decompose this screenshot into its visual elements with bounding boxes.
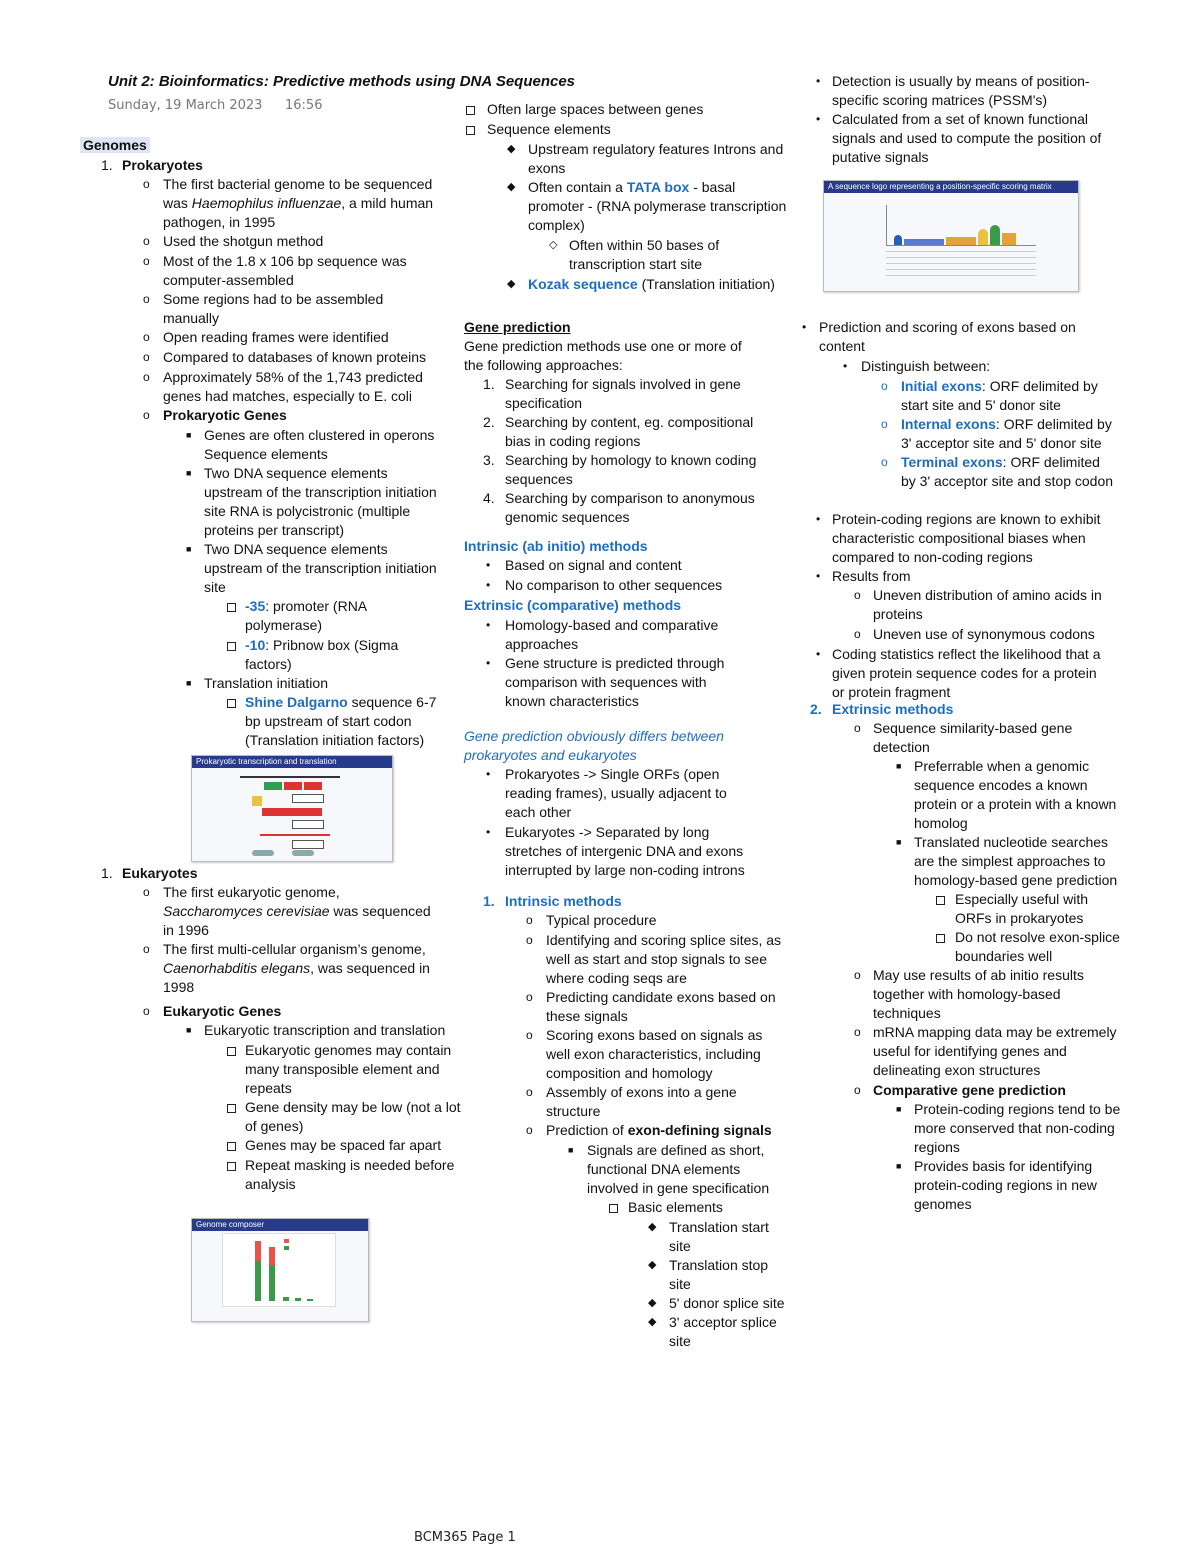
- square-bullet-icon: ■: [186, 430, 192, 440]
- list-number: 3.: [483, 452, 495, 468]
- bullet-icon: •: [802, 320, 807, 334]
- checkbox-bullet-icon: [609, 1204, 618, 1213]
- diamond-bullet-icon: ◆: [507, 143, 516, 155]
- circle-bullet-icon: o: [854, 1083, 861, 1097]
- square-bullet-icon: ■: [896, 761, 902, 771]
- text-line: functional DNA elements: [587, 1161, 741, 1177]
- text-line: Two DNA sequence elements: [204, 541, 388, 557]
- text-line: Uneven use of synonymous codons: [873, 626, 1095, 642]
- text-line: Genes may be spaced far apart: [245, 1137, 442, 1153]
- text-line: regions: [914, 1139, 960, 1155]
- text-line: Sequence similarity-based gene: [873, 720, 1073, 736]
- text-line: site: [669, 1276, 691, 1292]
- text-line: Prokaryotes -> Single ORFs (open: [505, 766, 720, 782]
- circle-bullet-icon: o: [143, 254, 150, 268]
- list-number: 2.: [483, 414, 495, 430]
- text-line: sequence encodes a known: [914, 777, 1088, 793]
- text-line: specification: [505, 395, 583, 411]
- checkbox-bullet-icon: [227, 1162, 236, 1171]
- text-line: upstream of the transcription initiation: [204, 484, 437, 500]
- text-line: signals and used to compute the position of: [832, 130, 1102, 146]
- text-line: Preferrable when a genomic: [914, 758, 1090, 774]
- text-line: bias in coding regions: [505, 433, 641, 449]
- checkbox-bullet-icon: [227, 642, 236, 651]
- text-line: are the simplest approaches to: [914, 853, 1106, 869]
- text-line: Gene structure is predicted through: [505, 655, 725, 671]
- text-line: factors): [245, 656, 292, 672]
- text-line: known characteristics: [505, 693, 639, 709]
- text-line: repeats: [245, 1080, 292, 1096]
- circle-bullet-icon: o: [526, 1123, 533, 1137]
- text-line: sequences: [505, 471, 573, 487]
- circle-bullet-icon: o: [854, 968, 861, 982]
- text-line: Gene density may be low (not a lot: [245, 1099, 461, 1115]
- square-bullet-icon: ■: [186, 468, 192, 478]
- text-line: Eukaryotic genomes may contain: [245, 1042, 452, 1058]
- text-line: Initial exons: ORF delimited by: [901, 378, 1098, 394]
- circle-bullet-icon: o: [526, 1028, 533, 1042]
- text-line: 3' acceptor splice: [669, 1314, 777, 1330]
- list-number: 1.: [483, 893, 495, 909]
- text-line: Two DNA sequence elements: [204, 465, 388, 481]
- text-line: proteins: [873, 606, 923, 622]
- bullet-icon: •: [843, 359, 848, 373]
- text-line: The first bacterial genome to be sequenced: [163, 176, 433, 192]
- text-line: site: [669, 1333, 691, 1349]
- text-line: Basic elements: [628, 1199, 723, 1215]
- text-line: well exon characteristics, including: [546, 1046, 761, 1062]
- text-line: Used the shotgun method: [163, 233, 324, 249]
- circle-bullet-icon: o: [143, 1004, 150, 1018]
- text-line: delineating exon structures: [873, 1062, 1041, 1078]
- text-line: 3' acceptor site and 5' donor site: [901, 435, 1102, 451]
- text-line: Calculated from a set of known functional: [832, 111, 1089, 127]
- circle-bullet-icon: o: [143, 292, 150, 306]
- text-line: in 1996: [163, 922, 209, 938]
- text-line: (Translation initiation factors): [245, 732, 425, 748]
- text-line: Results from: [832, 568, 911, 584]
- circle-bullet-icon: o: [854, 627, 861, 641]
- circle-bullet-icon: o: [881, 455, 888, 469]
- bullet-icon: •: [486, 825, 491, 839]
- text-line: mRNA mapping data may be extremely: [873, 1024, 1117, 1040]
- text-line: composition and homology: [546, 1065, 713, 1081]
- circle-bullet-icon: o: [526, 933, 533, 947]
- text-line: Upstream regulatory features Introns and: [528, 141, 784, 157]
- diamond-bullet-icon: ◆: [507, 278, 516, 290]
- text-line: Detection is usually by means of position-: [832, 73, 1090, 89]
- text-line: -35: promoter (RNA: [245, 598, 368, 614]
- text-line: or protein fragment: [832, 684, 951, 700]
- text-line: where coding seqs are: [546, 970, 687, 986]
- page-footer: BCM365 Page 1: [414, 1530, 516, 1545]
- text-line: site: [669, 1238, 691, 1254]
- circle-bullet-icon: o: [854, 1025, 861, 1039]
- text-line: putative signals: [832, 149, 929, 165]
- square-bullet-icon: ■: [896, 1104, 902, 1114]
- text-line: more conserved that non-coding: [914, 1120, 1115, 1136]
- square-bullet-icon: ■: [186, 678, 192, 688]
- checkbox-bullet-icon: [227, 1047, 236, 1056]
- text-line: Searching by comparison to anonymous: [505, 490, 755, 506]
- list-number: 2.: [810, 701, 822, 717]
- text-line: Some regions had to be assembled: [163, 291, 384, 307]
- text-line: 1998: [163, 979, 195, 995]
- text-line: proteins per transcript): [204, 522, 345, 538]
- text-line: detection: [873, 739, 930, 755]
- gene-prediction-heading: Gene prediction: [464, 319, 571, 335]
- text-line: Translated nucleotide searches: [914, 834, 1109, 850]
- text-line: techniques: [873, 1005, 941, 1021]
- text-line: compared to non-coding regions: [832, 549, 1033, 565]
- circle-bullet-icon: o: [881, 417, 888, 431]
- circle-bullet-icon: o: [143, 942, 150, 956]
- text-line: Approximately 58% of the 1,743 predicted: [163, 369, 423, 385]
- text-line: approaches: [505, 636, 579, 652]
- text-line: Assembly of exons into a gene: [546, 1084, 737, 1100]
- prokaryotic-genes-heading: Prokaryotic Genes: [163, 407, 287, 423]
- note-date: Sunday, 19 March 2023: [108, 98, 263, 113]
- text-line: polymerase): [245, 617, 323, 633]
- text-line: Searching by homology to known coding: [505, 452, 757, 468]
- checkbox-bullet-icon: [227, 699, 236, 708]
- text-line: Translation initiation: [204, 675, 328, 691]
- text-line: bp upstream of start codon: [245, 713, 412, 729]
- slide-title: Prokaryotic transcription and translation: [192, 756, 392, 768]
- sequence-logo-slide: [823, 180, 1079, 292]
- list-number: 1.: [101, 865, 113, 881]
- diamond-bullet-icon: ◆: [648, 1316, 657, 1328]
- comparative-gene-prediction-heading: Comparative gene prediction: [873, 1082, 1066, 1098]
- text-line: Prediction of exon-defining signals: [546, 1122, 772, 1138]
- text-line: Predicting candidate exons based on: [546, 989, 776, 1005]
- text-line: characteristic compositional biases when: [832, 530, 1086, 546]
- checkbox-bullet-icon: [466, 126, 475, 135]
- text-line: Caenorhabditis elegans, was sequenced in: [163, 960, 430, 976]
- text-line: Kozak sequence (Translation initiation): [528, 276, 775, 292]
- text-line: Compared to databases of known proteins: [163, 349, 427, 365]
- circle-bullet-icon: o: [143, 350, 150, 364]
- circle-bullet-icon: o: [143, 234, 150, 248]
- text-line: Coding statistics reflect the likelihood that a: [832, 646, 1101, 662]
- text-line: Protein-coding regions tend to be: [914, 1101, 1121, 1117]
- extrinsic-methods-heading: Extrinsic (comparative) methods: [464, 597, 682, 613]
- text-line: prokaryotes and eukaryotes: [464, 747, 637, 763]
- text-line: Often within 50 bases of: [569, 237, 720, 253]
- prokaryotic-transcription-slide: [191, 755, 393, 862]
- list-number: 1.: [483, 376, 495, 392]
- text-line: Distinguish between:: [861, 358, 991, 374]
- text-line: analysis: [245, 1176, 296, 1192]
- text-line: Homology-based and comparative: [505, 617, 719, 633]
- prokaryotes-heading: Prokaryotes: [122, 157, 203, 173]
- text-line: together with homology-based: [873, 986, 1061, 1002]
- checkbox-bullet-icon: [227, 603, 236, 612]
- text-line: manually: [163, 310, 220, 326]
- genomes-heading: Genomes: [80, 137, 150, 153]
- text-line: genomic sequences: [505, 509, 630, 525]
- text-line: homolog: [914, 815, 968, 831]
- diamond-bullet-icon: ◆: [648, 1297, 657, 1309]
- text-line: Provides basis for identifying: [914, 1158, 1093, 1174]
- circle-bullet-icon: o: [143, 885, 150, 899]
- text-line: Prediction and scoring of exons based on: [819, 319, 1076, 335]
- text-line: promoter - (RNA polymerase transcription: [528, 198, 787, 214]
- text-line: Translation start: [669, 1219, 769, 1235]
- text-line: Protein-coding regions are known to exhibit: [832, 511, 1101, 527]
- text-line: Saccharomyces cerevisiae was sequenced: [163, 903, 431, 919]
- bullet-icon: •: [816, 112, 821, 126]
- bullet-icon: •: [486, 656, 491, 670]
- text-line: these signals: [546, 1008, 628, 1024]
- text-line: Searching by content, eg. compositional: [505, 414, 754, 430]
- text-line: involved in gene specification: [587, 1180, 770, 1196]
- text-line: Based on signal and content: [505, 557, 682, 573]
- square-bullet-icon: ■: [896, 837, 902, 847]
- text-line: many transposible element and: [245, 1061, 440, 1077]
- text-line: Identifying and scoring splice sites, as: [546, 932, 782, 948]
- circle-bullet-icon: o: [526, 1085, 533, 1099]
- text-line: Eukaryotes -> Separated by long: [505, 824, 710, 840]
- text-line: Do not resolve exon-splice: [955, 929, 1120, 945]
- square-bullet-icon: ■: [186, 1025, 192, 1035]
- text-line: Eukaryotic transcription and translation: [204, 1022, 446, 1038]
- text-line: by 3' acceptor site and stop codon: [901, 473, 1114, 489]
- circle-bullet-icon: o: [526, 990, 533, 1004]
- text-line: Sequence elements: [487, 121, 611, 137]
- text-line: Sequence elements: [204, 446, 328, 462]
- text-line: protein-coding regions in new: [914, 1177, 1097, 1193]
- text-line: Shine Dalgarno sequence 6-7: [245, 694, 437, 710]
- text-line: Typical procedure: [546, 912, 657, 928]
- slide-title: Genome composer: [192, 1219, 368, 1231]
- text-line: Gene prediction obviously differs between: [464, 728, 724, 744]
- text-line: the following approaches:: [464, 357, 623, 373]
- text-line: Translation stop: [669, 1257, 769, 1273]
- bullet-icon: •: [816, 74, 821, 88]
- text-line: genes had matches, especially to E. coli: [163, 388, 413, 404]
- bullet-icon: •: [486, 578, 491, 592]
- text-line: No comparison to other sequences: [505, 577, 723, 593]
- text-line: Terminal exons: ORF delimited: [901, 454, 1100, 470]
- checkbox-bullet-icon: [936, 934, 945, 943]
- text-line: complex): [528, 217, 585, 233]
- text-line: given protein sequence codes for a protein: [832, 665, 1097, 681]
- text-line: comparison with sequences with: [505, 674, 707, 690]
- bullet-icon: •: [486, 767, 491, 781]
- list-number: 4.: [483, 490, 495, 506]
- text-line: Signals are defined as short,: [587, 1142, 765, 1158]
- checkbox-bullet-icon: [227, 1104, 236, 1113]
- text-line: Searching for signals involved in gene: [505, 376, 741, 392]
- intrinsic-methods-heading: Intrinsic (ab initio) methods: [464, 538, 648, 554]
- text-line: pathogen, in 1995: [163, 214, 276, 230]
- eukaryotic-genes-heading: Eukaryotic Genes: [163, 1003, 282, 1019]
- circle-bullet-icon: o: [854, 721, 861, 735]
- bullet-icon: •: [486, 558, 491, 572]
- text-line: was Haemophilus influenzae, a mild human: [163, 195, 434, 211]
- text-line: specific scoring matrices (PSSM's): [832, 92, 1048, 108]
- circle-bullet-icon: o: [854, 588, 861, 602]
- bullet-icon: •: [816, 569, 821, 583]
- text-line: boundaries well: [955, 948, 1053, 964]
- page-title: Unit 2: Bioinformatics: Predictive methods using DNA Sequences: [108, 73, 576, 90]
- intrinsic-methods-subheading: Intrinsic methods: [505, 893, 622, 909]
- square-bullet-icon: ■: [186, 544, 192, 554]
- text-line: stretches of intergenic DNA and exons: [505, 843, 744, 859]
- text-line: each other: [505, 804, 572, 820]
- bullet-icon: •: [816, 512, 821, 526]
- text-line: protein or a protein with a known: [914, 796, 1117, 812]
- text-line: start site and 5' donor site: [901, 397, 1061, 413]
- text-line: The first eukaryotic genome,: [163, 884, 340, 900]
- text-line: May use results of ab initio results: [873, 967, 1084, 983]
- text-line: -10: Pribnow box (Sigma: [245, 637, 399, 653]
- text-line: structure: [546, 1103, 601, 1119]
- text-line: The first multi-cellular organism’s genome,: [163, 941, 426, 957]
- circle-bullet-icon: o: [143, 330, 150, 344]
- diamond-bullet-icon: ◆: [648, 1259, 657, 1271]
- text-line: 5' donor splice site: [669, 1295, 785, 1311]
- diamond-outline-bullet-icon: ◇: [549, 239, 558, 251]
- bullet-icon: •: [816, 647, 821, 661]
- text-line: upstream of the transcription initiation: [204, 560, 437, 576]
- list-number: 1.: [101, 157, 113, 173]
- text-line: reading frames), usually adjacent to: [505, 785, 727, 801]
- eukaryotes-heading: Eukaryotes: [122, 865, 198, 881]
- genome-composer-slide: [191, 1218, 369, 1322]
- checkbox-bullet-icon: [227, 1142, 236, 1151]
- text-line: site: [204, 579, 226, 595]
- slide-title: A sequence logo representing a position-specific scoring matrix: [824, 181, 1078, 193]
- bullet-icon: •: [486, 618, 491, 632]
- text-line: Genes are often clustered in operons: [204, 427, 435, 443]
- note-time: 16:56: [285, 98, 323, 113]
- circle-bullet-icon: o: [881, 379, 888, 393]
- text-line: Internal exons: ORF delimited by: [901, 416, 1112, 432]
- text-line: exons: [528, 160, 566, 176]
- text-line: site RNA is polycistronic (multiple: [204, 503, 411, 519]
- text-line: genomes: [914, 1196, 972, 1212]
- text-line: transcription start site: [569, 256, 703, 272]
- checkbox-bullet-icon: [936, 896, 945, 905]
- text-line: homology-based gene prediction: [914, 872, 1118, 888]
- text-line: Open reading frames were identified: [163, 329, 389, 345]
- text-line: Often large spaces between genes: [487, 101, 704, 117]
- square-bullet-icon: ■: [568, 1145, 574, 1155]
- text-line: Uneven distribution of amino acids in: [873, 587, 1102, 603]
- text-line: ORFs in prokaryotes: [955, 910, 1084, 926]
- text-line: Scoring exons based on signals as: [546, 1027, 763, 1043]
- circle-bullet-icon: o: [143, 177, 150, 191]
- text-line: computer-assembled: [163, 272, 294, 288]
- circle-bullet-icon: o: [143, 370, 150, 384]
- text-line: Often contain a TATA box - basal: [528, 179, 736, 195]
- extrinsic-methods-subheading: Extrinsic methods: [832, 701, 954, 717]
- text-line: Most of the 1.8 x 106 bp sequence was: [163, 253, 407, 269]
- text-line: of genes): [245, 1118, 304, 1134]
- text-line: well as start and stop signals to see: [546, 951, 768, 967]
- diamond-bullet-icon: ◆: [648, 1221, 657, 1233]
- text-line: Repeat masking is needed before: [245, 1157, 455, 1173]
- circle-bullet-icon: o: [143, 408, 150, 422]
- square-bullet-icon: ■: [896, 1161, 902, 1171]
- checkbox-bullet-icon: [466, 106, 475, 115]
- text-line: Gene prediction methods use one or more of: [464, 338, 742, 354]
- text-line: useful for identifying genes and: [873, 1043, 1067, 1059]
- text-line: content: [819, 338, 865, 354]
- text-line: Especially useful with: [955, 891, 1089, 907]
- diamond-bullet-icon: ◆: [507, 181, 516, 193]
- circle-bullet-icon: o: [526, 913, 533, 927]
- text-line: interrupted by large non-coding introns: [505, 862, 745, 878]
